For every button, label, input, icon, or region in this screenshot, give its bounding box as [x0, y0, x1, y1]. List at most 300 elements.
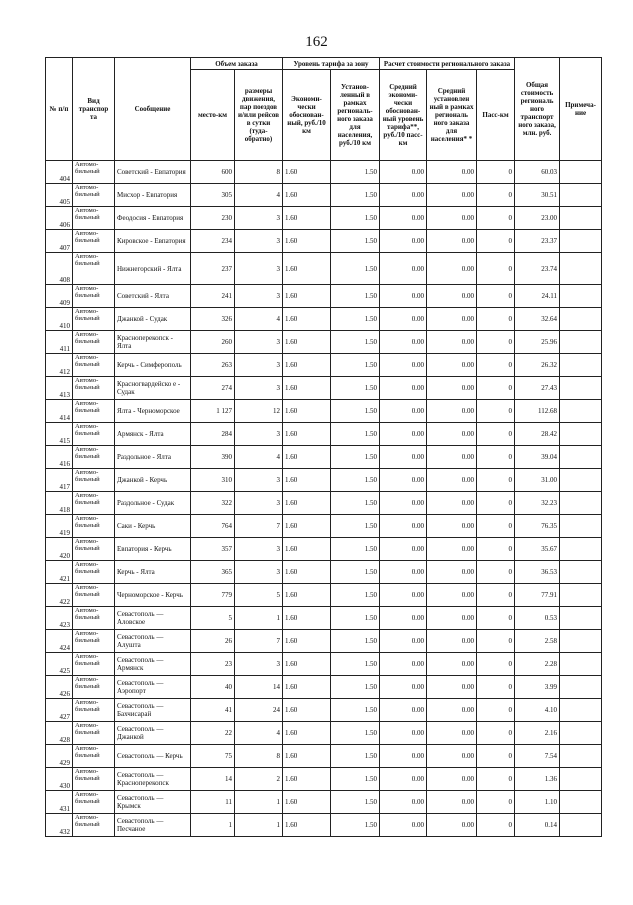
train-pairs: 2	[235, 768, 283, 791]
seat-km: 41	[191, 699, 235, 722]
route-name: Нижнегорский - Ялта	[115, 253, 191, 285]
avg-economic: 0.00	[380, 630, 427, 653]
avg-economic: 0.00	[380, 653, 427, 676]
avg-set: 0.00	[427, 676, 477, 699]
avg-economic: 0.00	[380, 446, 427, 469]
route-name: Севастополь — Крымск	[115, 791, 191, 814]
seat-km: 23	[191, 653, 235, 676]
transport-type: Автомо-бильный	[73, 584, 115, 607]
train-pairs: 4	[235, 308, 283, 331]
total-cost: 36.53	[515, 561, 560, 584]
route-name: Ялта - Черноморское	[115, 400, 191, 423]
seat-km: 1	[191, 814, 235, 837]
transport-type: Автомо-бильный	[73, 768, 115, 791]
route-name: Севастополь — Джанкой	[115, 722, 191, 745]
avg-economic: 0.00	[380, 607, 427, 630]
total-cost: 24.11	[515, 285, 560, 308]
seat-km: 274	[191, 377, 235, 400]
route-name: Феодосия - Евпатория	[115, 207, 191, 230]
pass-km: 0	[477, 791, 515, 814]
header-train-pairs: размеры движения, пар поездов и/или рейсов в сутки (туда-обратно)	[235, 70, 283, 161]
table-row	[46, 354, 602, 377]
total-cost: 23.00	[515, 207, 560, 230]
table-row	[46, 423, 602, 446]
table-row	[46, 791, 602, 814]
tariff-economic: 1.60	[283, 722, 331, 745]
pass-km: 0	[477, 814, 515, 837]
train-pairs: 3	[235, 354, 283, 377]
avg-economic: 0.00	[380, 745, 427, 768]
route-name: Советский - Ялта	[115, 285, 191, 308]
avg-set: 0.00	[427, 538, 477, 561]
avg-set: 0.00	[427, 653, 477, 676]
notes	[560, 285, 602, 308]
header-num: № п/п	[46, 58, 73, 161]
total-cost: 0.14	[515, 814, 560, 837]
table-row	[46, 469, 602, 492]
tariff-set: 1.50	[331, 423, 380, 446]
avg-set: 0.00	[427, 722, 477, 745]
avg-economic: 0.00	[380, 538, 427, 561]
pass-km: 0	[477, 630, 515, 653]
pass-km: 0	[477, 676, 515, 699]
transport-type: Автомо-бильный	[73, 423, 115, 446]
total-cost: 77.91	[515, 584, 560, 607]
transport-type: Автомо-бильный	[73, 331, 115, 354]
tariff-economic: 1.60	[283, 230, 331, 253]
header-avg-set: Средний установлен ный в рамках региональ ного заказа для населения* *	[427, 70, 477, 161]
route-name: Керчь - Симферополь	[115, 354, 191, 377]
tariff-set: 1.50	[331, 253, 380, 285]
train-pairs: 4	[235, 184, 283, 207]
notes	[560, 253, 602, 285]
table-row	[46, 184, 602, 207]
tariff-economic: 1.60	[283, 469, 331, 492]
route-name: Красноперекопск - Ялта	[115, 331, 191, 354]
row-number: 425	[46, 653, 73, 676]
transport-type: Автомо-бильный	[73, 469, 115, 492]
seat-km: 26	[191, 630, 235, 653]
avg-set: 0.00	[427, 423, 477, 446]
route-name: Раздольное - Судак	[115, 492, 191, 515]
tariff-set: 1.50	[331, 354, 380, 377]
pass-km: 0	[477, 584, 515, 607]
avg-set: 0.00	[427, 377, 477, 400]
tariff-set: 1.50	[331, 607, 380, 630]
avg-set: 0.00	[427, 331, 477, 354]
tariff-economic: 1.60	[283, 561, 331, 584]
avg-economic: 0.00	[380, 354, 427, 377]
route-name: Севастополь — Алушта	[115, 630, 191, 653]
notes	[560, 768, 602, 791]
notes	[560, 630, 602, 653]
avg-set: 0.00	[427, 745, 477, 768]
transport-type: Автомо-бильный	[73, 377, 115, 400]
pass-km: 0	[477, 230, 515, 253]
row-number: 427	[46, 699, 73, 722]
pass-km: 0	[477, 354, 515, 377]
route-name: Евпатория - Керчь	[115, 538, 191, 561]
tariff-economic: 1.60	[283, 184, 331, 207]
tariff-economic: 1.60	[283, 253, 331, 285]
seat-km: 75	[191, 745, 235, 768]
avg-set: 0.00	[427, 515, 477, 538]
notes	[560, 791, 602, 814]
tariff-set: 1.50	[331, 561, 380, 584]
avg-economic: 0.00	[380, 253, 427, 285]
avg-economic: 0.00	[380, 308, 427, 331]
pass-km: 0	[477, 161, 515, 184]
transport-type: Автомо-бильный	[73, 676, 115, 699]
page-number: 162	[305, 34, 328, 50]
header-volume-group: Объем заказа	[191, 58, 283, 70]
transport-type: Автомо-бильный	[73, 230, 115, 253]
train-pairs: 3	[235, 253, 283, 285]
train-pairs: 5	[235, 584, 283, 607]
transport-type: Автомо-бильный	[73, 354, 115, 377]
avg-economic: 0.00	[380, 515, 427, 538]
tariff-set: 1.50	[331, 207, 380, 230]
row-number: 416	[46, 446, 73, 469]
route-name: Советский - Евпатория	[115, 161, 191, 184]
table-row	[46, 377, 602, 400]
tariff-economic: 1.60	[283, 423, 331, 446]
row-number: 417	[46, 469, 73, 492]
row-number: 415	[46, 423, 73, 446]
transport-type: Автомо-бильный	[73, 630, 115, 653]
transport-type: Автомо-бильный	[73, 515, 115, 538]
table-row	[46, 207, 602, 230]
tariff-economic: 1.60	[283, 354, 331, 377]
pass-km: 0	[477, 538, 515, 561]
total-cost: 35.67	[515, 538, 560, 561]
route-name: Раздольное - Ялта	[115, 446, 191, 469]
route-name: Севастополь — Армянск	[115, 653, 191, 676]
tariff-set: 1.50	[331, 745, 380, 768]
tariff-economic: 1.60	[283, 745, 331, 768]
tariff-set: 1.50	[331, 377, 380, 400]
total-cost: 7.54	[515, 745, 560, 768]
pass-km: 0	[477, 400, 515, 423]
notes	[560, 446, 602, 469]
avg-set: 0.00	[427, 814, 477, 837]
total-cost: 112.68	[515, 400, 560, 423]
transport-type: Автомо-бильный	[73, 699, 115, 722]
seat-km: 11	[191, 791, 235, 814]
seat-km: 390	[191, 446, 235, 469]
total-cost: 3.99	[515, 676, 560, 699]
notes	[560, 423, 602, 446]
tariff-economic: 1.60	[283, 653, 331, 676]
seat-km: 357	[191, 538, 235, 561]
header-seat-km: место-км	[191, 70, 235, 161]
tariff-set: 1.50	[331, 584, 380, 607]
total-cost: 39.04	[515, 446, 560, 469]
total-cost: 32.23	[515, 492, 560, 515]
seat-km: 40	[191, 676, 235, 699]
seat-km: 322	[191, 492, 235, 515]
tariff-economic: 1.60	[283, 331, 331, 354]
table-row	[46, 653, 602, 676]
seat-km: 260	[191, 331, 235, 354]
transport-type: Автомо-бильный	[73, 446, 115, 469]
row-number: 413	[46, 377, 73, 400]
total-cost: 26.32	[515, 354, 560, 377]
total-cost: 1.10	[515, 791, 560, 814]
tariff-set: 1.50	[331, 285, 380, 308]
avg-set: 0.00	[427, 791, 477, 814]
train-pairs: 1	[235, 814, 283, 837]
avg-economic: 0.00	[380, 423, 427, 446]
seat-km: 326	[191, 308, 235, 331]
row-number: 419	[46, 515, 73, 538]
transport-type: Автомо-бильный	[73, 814, 115, 837]
avg-set: 0.00	[427, 699, 477, 722]
tariff-set: 1.50	[331, 184, 380, 207]
route-name: Керчь - Ялта	[115, 561, 191, 584]
pass-km: 0	[477, 207, 515, 230]
table-row	[46, 768, 602, 791]
avg-set: 0.00	[427, 354, 477, 377]
total-cost: 23.74	[515, 253, 560, 285]
notes	[560, 814, 602, 837]
train-pairs: 8	[235, 161, 283, 184]
tariff-set: 1.50	[331, 653, 380, 676]
pass-km: 0	[477, 699, 515, 722]
pass-km: 0	[477, 423, 515, 446]
tariff-set: 1.50	[331, 699, 380, 722]
row-number: 405	[46, 184, 73, 207]
table-row	[46, 561, 602, 584]
total-cost: 2.28	[515, 653, 560, 676]
avg-set: 0.00	[427, 285, 477, 308]
route-name: Севастополь — Песчаное	[115, 814, 191, 837]
table-row	[46, 308, 602, 331]
total-cost: 76.35	[515, 515, 560, 538]
avg-economic: 0.00	[380, 492, 427, 515]
transport-type: Автомо-бильный	[73, 722, 115, 745]
notes	[560, 354, 602, 377]
seat-km: 241	[191, 285, 235, 308]
tariff-set: 1.50	[331, 161, 380, 184]
route-name: Саки - Керчь	[115, 515, 191, 538]
transport-type: Автомо-бильный	[73, 745, 115, 768]
regional-order-table	[45, 57, 602, 837]
tariff-set: 1.50	[331, 308, 380, 331]
pass-km: 0	[477, 561, 515, 584]
train-pairs: 3	[235, 492, 283, 515]
seat-km: 284	[191, 423, 235, 446]
avg-economic: 0.00	[380, 230, 427, 253]
tariff-economic: 1.60	[283, 492, 331, 515]
pass-km: 0	[477, 285, 515, 308]
notes	[560, 561, 602, 584]
tariff-set: 1.50	[331, 400, 380, 423]
train-pairs: 7	[235, 630, 283, 653]
row-number: 431	[46, 791, 73, 814]
transport-type: Автомо-бильный	[73, 161, 115, 184]
seat-km: 310	[191, 469, 235, 492]
row-number: 414	[46, 400, 73, 423]
avg-set: 0.00	[427, 630, 477, 653]
table-row	[46, 515, 602, 538]
transport-type: Автомо-бильный	[73, 538, 115, 561]
pass-km: 0	[477, 745, 515, 768]
pass-km: 0	[477, 331, 515, 354]
avg-set: 0.00	[427, 469, 477, 492]
route-name: Севастополь — Бахчисарай	[115, 699, 191, 722]
tariff-economic: 1.60	[283, 161, 331, 184]
avg-economic: 0.00	[380, 469, 427, 492]
transport-type: Автомо-бильный	[73, 607, 115, 630]
total-cost: 28.42	[515, 423, 560, 446]
pass-km: 0	[477, 377, 515, 400]
seat-km: 305	[191, 184, 235, 207]
seat-km: 14	[191, 768, 235, 791]
notes	[560, 377, 602, 400]
train-pairs: 3	[235, 561, 283, 584]
route-name: Армянск - Ялта	[115, 423, 191, 446]
seat-km: 600	[191, 161, 235, 184]
table-row	[46, 699, 602, 722]
seat-km: 5	[191, 607, 235, 630]
header-cost-group: Расчет стоимости регионального заказа	[380, 58, 515, 70]
avg-economic: 0.00	[380, 331, 427, 354]
tariff-economic: 1.60	[283, 791, 331, 814]
tariff-economic: 1.60	[283, 630, 331, 653]
transport-type: Автомо-бильный	[73, 207, 115, 230]
tariff-set: 1.50	[331, 722, 380, 745]
row-number: 408	[46, 253, 73, 285]
notes	[560, 699, 602, 722]
row-number: 422	[46, 584, 73, 607]
tariff-set: 1.50	[331, 469, 380, 492]
avg-set: 0.00	[427, 768, 477, 791]
tariff-economic: 1.60	[283, 538, 331, 561]
pass-km: 0	[477, 768, 515, 791]
train-pairs: 4	[235, 722, 283, 745]
header-transport-type: Вид транспор та	[73, 58, 115, 161]
train-pairs: 24	[235, 699, 283, 722]
table-row	[46, 745, 602, 768]
total-cost: 32.64	[515, 308, 560, 331]
avg-set: 0.00	[427, 607, 477, 630]
avg-economic: 0.00	[380, 184, 427, 207]
tariff-economic: 1.60	[283, 814, 331, 837]
row-number: 428	[46, 722, 73, 745]
total-cost: 31.00	[515, 469, 560, 492]
table-row	[46, 161, 602, 184]
seat-km: 237	[191, 253, 235, 285]
table-body	[46, 161, 602, 837]
pass-km: 0	[477, 446, 515, 469]
route-name: Джанкой - Судак	[115, 308, 191, 331]
train-pairs: 3	[235, 230, 283, 253]
pass-km: 0	[477, 184, 515, 207]
route-name: Мисхор - Евпатория	[115, 184, 191, 207]
train-pairs: 3	[235, 285, 283, 308]
pass-km: 0	[477, 722, 515, 745]
notes	[560, 184, 602, 207]
pass-km: 0	[477, 469, 515, 492]
notes	[560, 676, 602, 699]
row-number: 432	[46, 814, 73, 837]
notes	[560, 400, 602, 423]
seat-km: 263	[191, 354, 235, 377]
seat-km: 230	[191, 207, 235, 230]
total-cost: 2.16	[515, 722, 560, 745]
avg-economic: 0.00	[380, 285, 427, 308]
avg-set: 0.00	[427, 184, 477, 207]
total-cost: 25.96	[515, 331, 560, 354]
table-row	[46, 253, 602, 285]
seat-km: 764	[191, 515, 235, 538]
train-pairs: 7	[235, 515, 283, 538]
pass-km: 0	[477, 308, 515, 331]
notes	[560, 745, 602, 768]
total-cost: 2.58	[515, 630, 560, 653]
header-pass-km: Пасс-км	[477, 70, 515, 161]
avg-economic: 0.00	[380, 699, 427, 722]
row-number: 430	[46, 768, 73, 791]
train-pairs: 3	[235, 423, 283, 446]
seat-km: 365	[191, 561, 235, 584]
tariff-economic: 1.60	[283, 207, 331, 230]
table-row	[46, 492, 602, 515]
train-pairs: 12	[235, 400, 283, 423]
transport-type: Автомо-бильный	[73, 561, 115, 584]
tariff-set: 1.50	[331, 446, 380, 469]
total-cost: 23.37	[515, 230, 560, 253]
tariff-economic: 1.60	[283, 377, 331, 400]
row-number: 429	[46, 745, 73, 768]
avg-economic: 0.00	[380, 377, 427, 400]
table-row	[46, 722, 602, 745]
pass-km: 0	[477, 253, 515, 285]
header-tariff-economic: Экономи-чески обоснован-ный, руб./10 км	[283, 70, 331, 161]
train-pairs: 4	[235, 446, 283, 469]
tariff-economic: 1.60	[283, 308, 331, 331]
tariff-economic: 1.60	[283, 285, 331, 308]
avg-set: 0.00	[427, 492, 477, 515]
table-row	[46, 230, 602, 253]
header-route: Сообщение	[115, 58, 191, 161]
avg-economic: 0.00	[380, 207, 427, 230]
table-row	[46, 538, 602, 561]
tariff-set: 1.50	[331, 630, 380, 653]
notes	[560, 515, 602, 538]
row-number: 407	[46, 230, 73, 253]
avg-set: 0.00	[427, 253, 477, 285]
table-row	[46, 331, 602, 354]
header-total-cost: Общая стоимость региональ ного транспорт ного заказа, млн. руб.	[515, 58, 560, 161]
notes	[560, 207, 602, 230]
train-pairs: 3	[235, 377, 283, 400]
train-pairs: 3	[235, 538, 283, 561]
route-name: Черноморское - Керчь	[115, 584, 191, 607]
total-cost: 27.43	[515, 377, 560, 400]
header-notes: Примеча-ние	[560, 58, 602, 161]
train-pairs: 3	[235, 331, 283, 354]
transport-type: Автомо-бильный	[73, 308, 115, 331]
transport-type: Автомо-бильный	[73, 791, 115, 814]
row-number: 418	[46, 492, 73, 515]
seat-km: 234	[191, 230, 235, 253]
route-name: Джанкой - Керчь	[115, 469, 191, 492]
seat-km: 1 127	[191, 400, 235, 423]
avg-economic: 0.00	[380, 791, 427, 814]
tariff-set: 1.50	[331, 230, 380, 253]
